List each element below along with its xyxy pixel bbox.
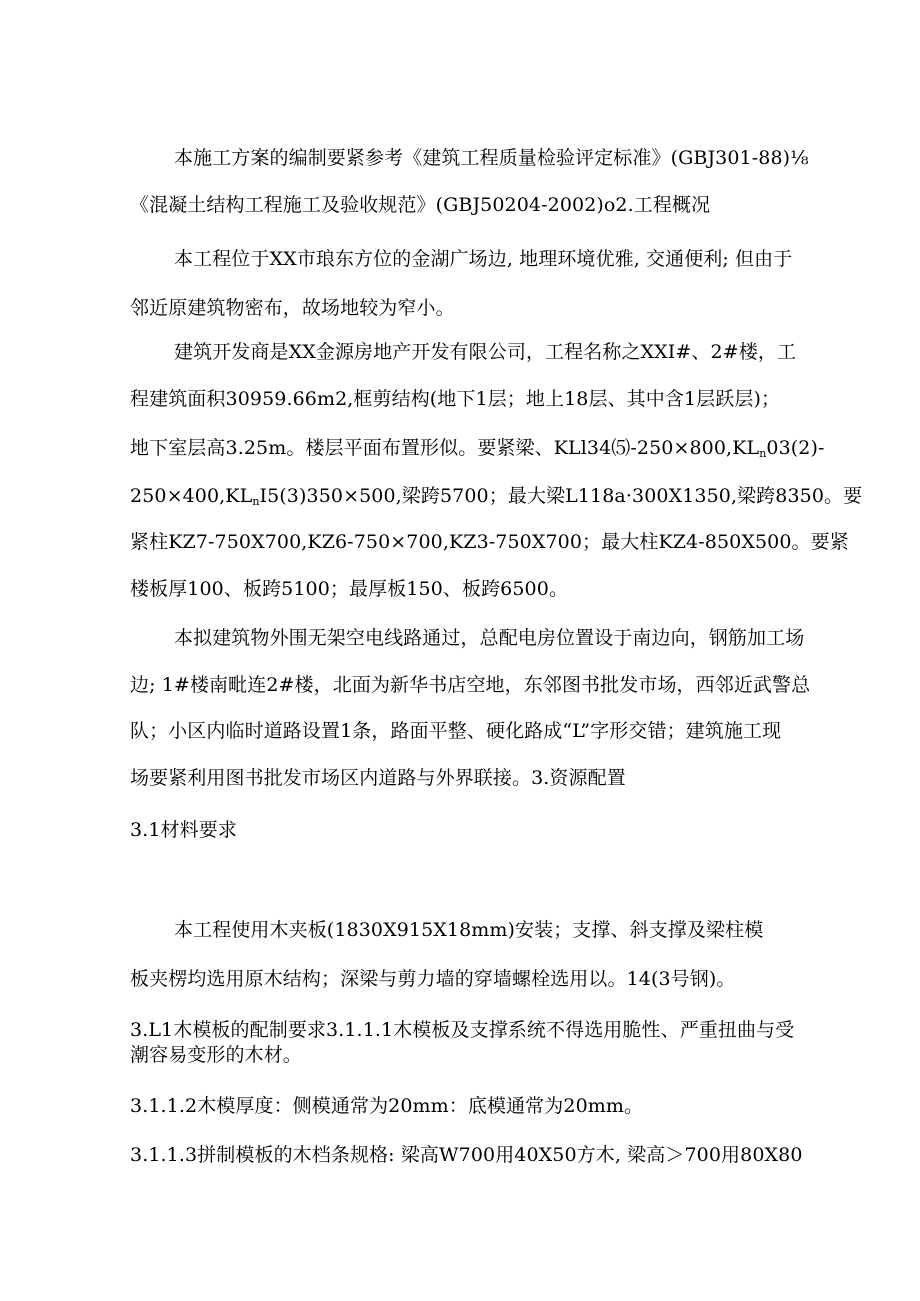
paragraph-line: 本工程使用木夹板(1830X915X18mm)安装；支撑、斜支撑及梁柱模: [174, 919, 764, 941]
paragraph-line: 楼板厚100、板跨5100；最厚板150、板跨6500。: [130, 578, 569, 600]
paragraph-line: 场要紧利用图书批发市场区内道路与外界联接。3.资源配置: [130, 767, 626, 789]
paragraph-line: 邻近原建筑物密布，故场地较为窄小。: [130, 297, 455, 319]
paragraph-line: 《混凝土结构工程施工及验收规范》(GBJ50204-2002)o2.工程概况: [130, 194, 711, 216]
line-text: 03(2)-: [766, 437, 825, 459]
line-text: I5(3)350×500,梁跨5700；最大梁L118a·300X1350,梁跨8350。要: [259, 485, 863, 507]
paragraph-line: 队；小区内临时道路设置1条，路面平整、硬化路成“L”字形交错；建筑施工现: [130, 720, 782, 742]
paragraph-line: [130, 484, 862, 508]
line-text: 地下室层高3.25m。楼层平面布置形似。要紧梁、KLl34⑸-250×800,KL: [130, 437, 760, 459]
subscript: n: [252, 495, 260, 508]
subscript: n: [759, 447, 767, 460]
paragraph-line: 潮容易变形的木材。: [130, 1044, 302, 1066]
paragraph-line: 3.L1木模板的配制要求3.1.1.1木模板及支撑系统不得选用脆性、严重扭曲与受: [130, 1019, 795, 1041]
paragraph-line: 本施工方案的编制要紧参考《建筑工程质量检验评定标准》(GBJ301-88)⅛: [174, 147, 809, 169]
paragraph-line: 紧柱KZ7-750X700,KZ6-750×700,KZ3-750X700；最大柱KZ4-850X500。要紧: [130, 531, 849, 553]
paragraph-line: 本拟建筑物外围无架空电线路通过，总配电房位置设于南边向，钢筋加工场: [174, 627, 805, 649]
paragraph-line: [130, 436, 825, 460]
paragraph-line: 建筑开发商是XX金源房地产开发有限公司，工程名称之XXI#、2#楼，工: [174, 341, 797, 363]
line-text: 250×400,KL: [130, 485, 253, 507]
paragraph-line: 板夹楞均选用原木结构；深梁与剪力墙的穿墙螺栓选用以。14(3号钢)。: [130, 968, 736, 990]
section-heading: 3.1材料要求: [130, 819, 237, 841]
paragraph-line: 3.1.1.2木模厚度：侧模通常为20mm：底模通常为20mm。: [130, 1095, 644, 1117]
paragraph-line: 3.1.1.3拼制模板的木档条规格: 梁高W700用40X50方木, 梁高＞700用80X80: [130, 1144, 803, 1166]
paragraph-line: 程建筑面积30959.66m2,框剪结构(地下1层；地上18层、其中含1层跃层)；: [130, 388, 781, 410]
paragraph-line: 本工程位于XX市琅东方位的金湖广场边, 地理环境优雅, 交通便利; 但由于: [174, 248, 793, 270]
paragraph-line: 边; 1#楼南毗连2#楼，北面为新华书店空地，东邻图书批发市场，西邻近武警总: [130, 674, 811, 696]
